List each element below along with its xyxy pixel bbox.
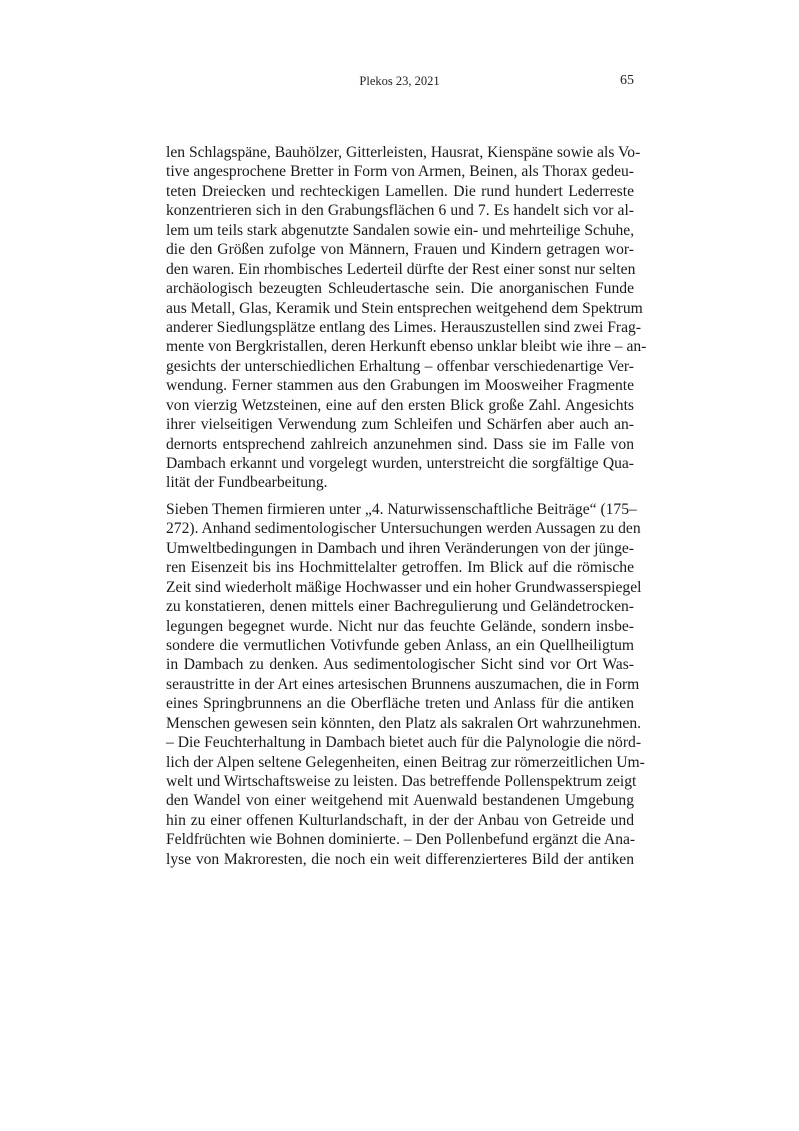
- text-line: in Dambach zu denken. Aus sedimentologischer Sicht sind vor Ort Was-: [166, 656, 634, 674]
- page-number: 65: [620, 73, 634, 88]
- running-title: Plekos 23, 2021: [359, 74, 440, 88]
- text-line: ren Eisenzeit bis ins Hochmittelalter getroffen. Im Blick auf die römische: [166, 559, 634, 577]
- text-line: gesichts der unterschiedlichen Erhaltung – offenbar verschiedenartige Ver-: [166, 357, 634, 375]
- text-line: Sieben Themen firmieren unter „4. Naturwissenschaftliche Beiträge“ (175–: [166, 500, 637, 518]
- text-line: lich der Alpen seltene Gelegenheiten, einen Beitrag zur römerzeitlichen Um-: [166, 753, 645, 771]
- text-line: len Schlagspäne, Bauhölzer, Gitterleisten, Hausrat, Kienspäne sowie als Vo-: [166, 144, 641, 161]
- text-line: Menschen gewesen sein könnten, den Platz als sakralen Ort wahrzunehmen.: [166, 714, 642, 732]
- text-line: lem um teils stark abgenutzte Sandalen sowie ein- und mehrteilige Schuhe,: [166, 221, 635, 239]
- text-line: die den Größen zufolge von Männern, Frauen und Kindern getragen wor-: [166, 241, 634, 259]
- text-line: Umweltbedingungen in Dambach und ihren Veränderungen von der jünge-: [166, 539, 634, 557]
- text-line: wendung. Ferner stammen aus den Grabungen im Moosweiher Fragmente: [166, 377, 634, 395]
- text-line: konzentrieren sich in den Grabungsflächen 6 und 7. Es handelt sich vor al-: [166, 202, 634, 220]
- text-line: Dambach erkannt und vorgelegt wurden, unterstreicht die sorgfältige Qua-: [166, 455, 634, 472]
- text-line: 272). Anhand sedimentologischer Untersuchungen werden Aussagen zu den: [166, 520, 641, 538]
- text-line: Feldfrüchten wie Bohnen dominierte. – Den Pollenbefund ergänzt die Ana-: [166, 831, 636, 849]
- text-line: anderer Siedlungsplätze entlang des Limes. Herauszustellen sind zwei Frag-: [166, 318, 642, 336]
- text-line: lität der Fundbearbeitung.: [166, 474, 328, 492]
- text-line: mente von Bergkristallen, deren Herkunft ebenso unklar bleibt wie ihre – an-: [166, 338, 647, 356]
- body-text: [166, 143, 647, 869]
- text-line: dernorts entsprechend zahlreich anzunehmen sind. Dass sie im Falle von: [166, 435, 634, 453]
- running-head: [0, 74, 799, 94]
- text-line: den Wandel von einer weitgehend mit Auenwald bestandenen Umgebung: [166, 792, 634, 810]
- text-line: ihrer vielseitigen Verwendung zum Schleifen und Schärfen aber auch an-: [166, 416, 634, 434]
- text-line: den waren. Ein rhombisches Lederteil dürfte der Rest einer sonst nur selten: [166, 260, 636, 278]
- text-line: archäologisch bezeugten Schleudertasche sein. Die anorganischen Funde: [166, 280, 634, 298]
- paragraph-natural-sciences: [166, 500, 645, 869]
- text-line: tive angesprochene Bretter in Form von Armen, Beinen, als Thorax gedeu-: [166, 163, 634, 181]
- text-line: Zeit sind wiederholt mäßige Hochwasser und ein hoher Grundwasserspiegel: [166, 578, 642, 596]
- text-line: teten Dreiecken und rechteckigen Lamellen. Die rund hundert Lederreste: [166, 182, 634, 200]
- text-line: eines Springbrunnens an die Oberfläche treten und Anlass für die antiken: [166, 695, 634, 713]
- text-line: zu konstatieren, denen mittels einer Bachregulierung und Geländetrocken-: [166, 598, 634, 616]
- text-line: welt und Wirtschaftsweise zu leisten. Das betreffende Pollenspektrum zeigt: [166, 773, 637, 790]
- text-line: von vierzig Wetzsteinen, eine auf den ersten Blick große Zahl. Angesichts: [166, 396, 634, 414]
- paragraph-finds: [166, 143, 647, 493]
- text-line: lyse von Makroresten, die noch ein weit differenzierteres Bild der antiken: [166, 850, 634, 868]
- text-line: – Die Feuchterhaltung in Dambach bietet auch für die Palynologie die nörd-: [166, 734, 642, 752]
- text-line: seraustritte in der Art eines artesischen Brunnens auszumachen, die in Form: [166, 675, 640, 693]
- text-line: hin zu einer offenen Kulturlandschaft, in der der Anbau von Getreide und: [166, 811, 634, 829]
- text-line: sondere die vermutlichen Votivfunde geben Anlass, an ein Quellheiligtum: [166, 636, 634, 654]
- text-line: legungen begegnet wurde. Nicht nur das feuchte Gelände, sondern insbe-: [166, 617, 634, 635]
- text-line: aus Metall, Glas, Keramik und Stein entsprechen weitgehend dem Spektrum: [166, 299, 643, 317]
